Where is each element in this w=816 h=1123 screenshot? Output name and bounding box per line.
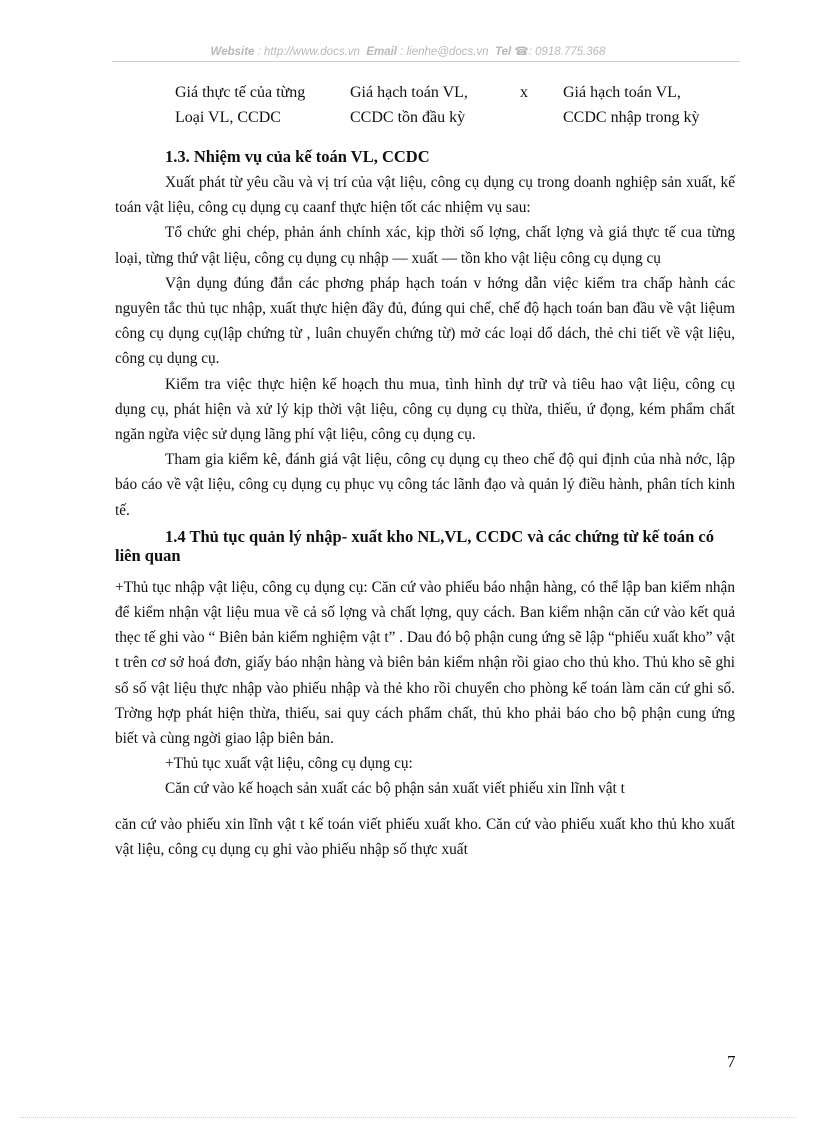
formula-opening-price — [350, 80, 468, 130]
formula-import-price — [563, 80, 699, 130]
paragraph: Kiểm tra việc thực hiện kế hoạch thu mua, tình hình dự trữ và tiêu hao vật liệu, công cụ dụng cụ, phát hiện và xử lý kịp thời vật liệu, công cụ dụng cụ thừa, thiếu, ứ đọng, kém phẩm chất ngăn ngừa việc sử dụng lãng phí vật liệu, công cụ dụng cụ. — [115, 375, 735, 444]
header-divider — [112, 61, 740, 62]
formula-operator: x — [520, 84, 528, 101]
page-number: 7 — [727, 1052, 736, 1071]
tel-number: ☎: 0918.775.368 — [514, 46, 606, 58]
formula-text: Giá thực tế của từng — [175, 84, 306, 101]
page-header — [0, 44, 816, 58]
email-label: Email — [366, 46, 397, 58]
paragraph: +Thủ tục xuất vật liệu, công cụ dụng cụ: — [165, 755, 413, 773]
formula-text: CCDC tồn đầu kỳ — [350, 109, 466, 126]
paragraph: căn cứ vào phiếu xin lĩnh vật t kế toán viết phiếu xuất kho. Căn cứ vào phiếu xuất kho thủ kho xuất vật liệu, công cụ dụng cụ ghi vào phiếu nhập số thực xuất — [115, 815, 735, 858]
paragraph: +Thủ tục nhập vật liệu, công cụ dụng cụ: Căn cứ vào phiếu báo nhận hàng, có thể lập ban kiểm nhận để kiểm nhận vật liệu mua về cả số lợng và chất lợng, quy cách. Ban kiểm nhận căn cứ vào kết quả thẹc tế ghi vào “ Biên bản kiểm nghiệm vật t” . Dau đó bộ phận cung ứng sẽ lập “phiếu xuất kho” vật t trên cơ sở hoá đơn, giấy báo nhận hàng và biên bản kiểm nhận rồi giao cho thủ kho. Thủ kho sẽ ghi sổ số vật liệu thực nhập vào phiếu nhập và thẻ kho rồi chuyển cho phòng kế toán làm căn cứ ghi sổ. Trờng hợp phát hiện thừa, thiếu, sai quy cách phẩm chất, thủ kho phải báo cho bộ phận cung ứng biết và cùng ngời giao lập biên bản. — [115, 578, 735, 748]
paragraph: Xuất phát từ yêu cầu và vị trí của vật liệu, công cụ dụng cụ trong doanh nghiệp sản xuất, kế toán vật liệu, công cụ dụng cụ caanf thực hiện tốt các nhiệm vụ sau: — [115, 174, 735, 217]
email-address[interactable]: : lienhe@docs.vn — [400, 46, 489, 58]
paragraph: Căn cứ vào kế hoạch sản xuất các bộ phận sản xuất viết phiếu xin lĩnh vật t — [165, 780, 625, 798]
document-body — [115, 146, 735, 862]
formula-text: CCDC nhập trong kỳ — [563, 109, 700, 126]
website-url[interactable]: : http://www.docs.vn — [257, 46, 360, 58]
formula-text: Loại VL, CCDC — [175, 109, 281, 126]
paragraph: Tổ chức ghi chép, phản ánh chính xác, kịp thời số lợng, chất lợng và giá thực tế cua từng loại, từng thứ vật liệu, công cụ dụng cụ nhập — xuất — tồn kho vật liệu công cụ dụng cụ — [115, 224, 735, 267]
paragraph: Vận dụng đúng đắn các phơng pháp hạch toán v hớng dẫn việc kiểm tra chấp hành các nguyên tắc thủ tục nhập, xuất thực hiện đầy đủ, đúng qui chế, chế độ hạch toán ban đầu về vật liệum công cụ dụng cụ(lập chứng từ , luân chuyển chứng từ) mở các loại dổ dách, thẻ chi tiết về vật liệu, công cụ dụng cụ. — [115, 274, 735, 368]
formula-text: Giá hạch toán VL, — [350, 84, 468, 101]
formula-text: Giá hạch toán VL, — [563, 84, 681, 101]
section-heading-1-3: 1.3. Nhiệm vụ của kế toán VL, CCDC — [165, 147, 430, 166]
section-heading-1-4: 1.4 Thủ tục quản lý nhập- xuất kho NL,VL, CCDC và các chứng từ kế toán có liên quan — [115, 526, 714, 565]
paragraph: Tham gia kiểm kê, đánh giá vật liệu, công cụ dụng cụ theo chế độ qui định của nhà nớc, lập báo cáo về vật liệu, công cụ dụng cụ phục vụ công tác lãnh đạo và quản lý điều hành, phân tích kinh tế. — [115, 451, 735, 519]
tel-label: Tel — [494, 46, 512, 58]
website-label: Website — [210, 46, 255, 58]
footer-divider — [20, 1117, 796, 1118]
formula-result — [175, 80, 305, 130]
